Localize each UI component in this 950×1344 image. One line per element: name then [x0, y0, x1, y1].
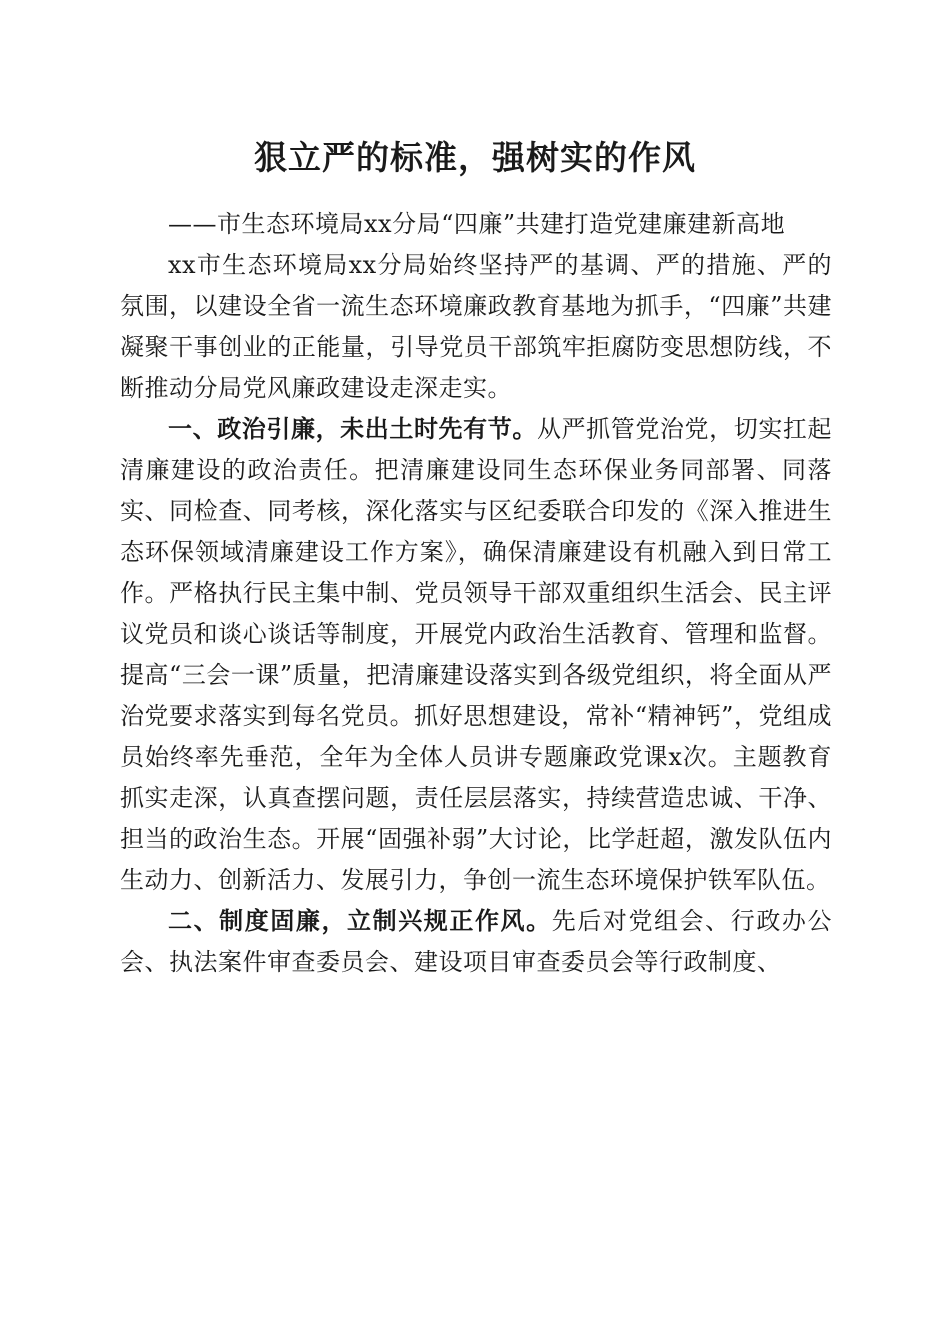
document-subtitle: ——市生态环境局xx分局“四廉”共建打造党建廉建新高地 — [168, 210, 786, 238]
section-text-1: 从严抓管党治党，切实扛起清廉建设的政治责任。把清廉建设同生态环保业务同部署、同落实、同检查、同考核，深化落实与区纪委联合印发的《深入推进生态环保领域清廉建设工作方案》，确保清廉建设有机融入到日常工作。严格执行民主集中制、党员领导干部双重组织生活会、民主评议党员和谈心谈话等制度，开展党内政治生活教育、管理和监督。提高“三会一课”质量，把清廉建设落实到各级党组织，将全面从严治党要求落实到每名党员。抓好思想建设，常补“精神钙”，党组成员始终率先垂范，全年为全体人员讲专题廉政党课x次。主题教育抓实走深，认真查摆问题，责任层层落实，持续营造忠诚、干净、担当的政治生态。开展“固强补弱”大讨论，比学赶超，激发队伍内生动力、创新活力、发展引力，争创一流生态环境保护铁军队伍。 — [120, 415, 833, 894]
section-paragraph-1 — [120, 409, 832, 901]
document-body — [120, 204, 832, 983]
section-heading-2: 二、制度固廉，立制兴规正作风。 — [168, 907, 552, 935]
section-paragraph-2 — [120, 901, 832, 983]
document-title: 狠立严的标准，强树实的作风 — [254, 138, 696, 177]
intro-paragraph: xx市生态环境局xx分局始终坚持严的基调、严的措施、严的氛围，以建设全省一流生态环境廉政教育基地为抓手，“四廉”共建凝聚干事创业的正能量，引导党员干部筑牢拒腐防变思想防线，不断推动分局党风廉政建设走深走实。 — [120, 251, 832, 402]
section-heading-1: 一、政治引廉，未出土时先有节。 — [168, 415, 537, 443]
section-text-2: 先后对党组会、行政办公会、执法案件审查委员会、建设项目审查委员会等行政制度、 — [120, 907, 833, 976]
